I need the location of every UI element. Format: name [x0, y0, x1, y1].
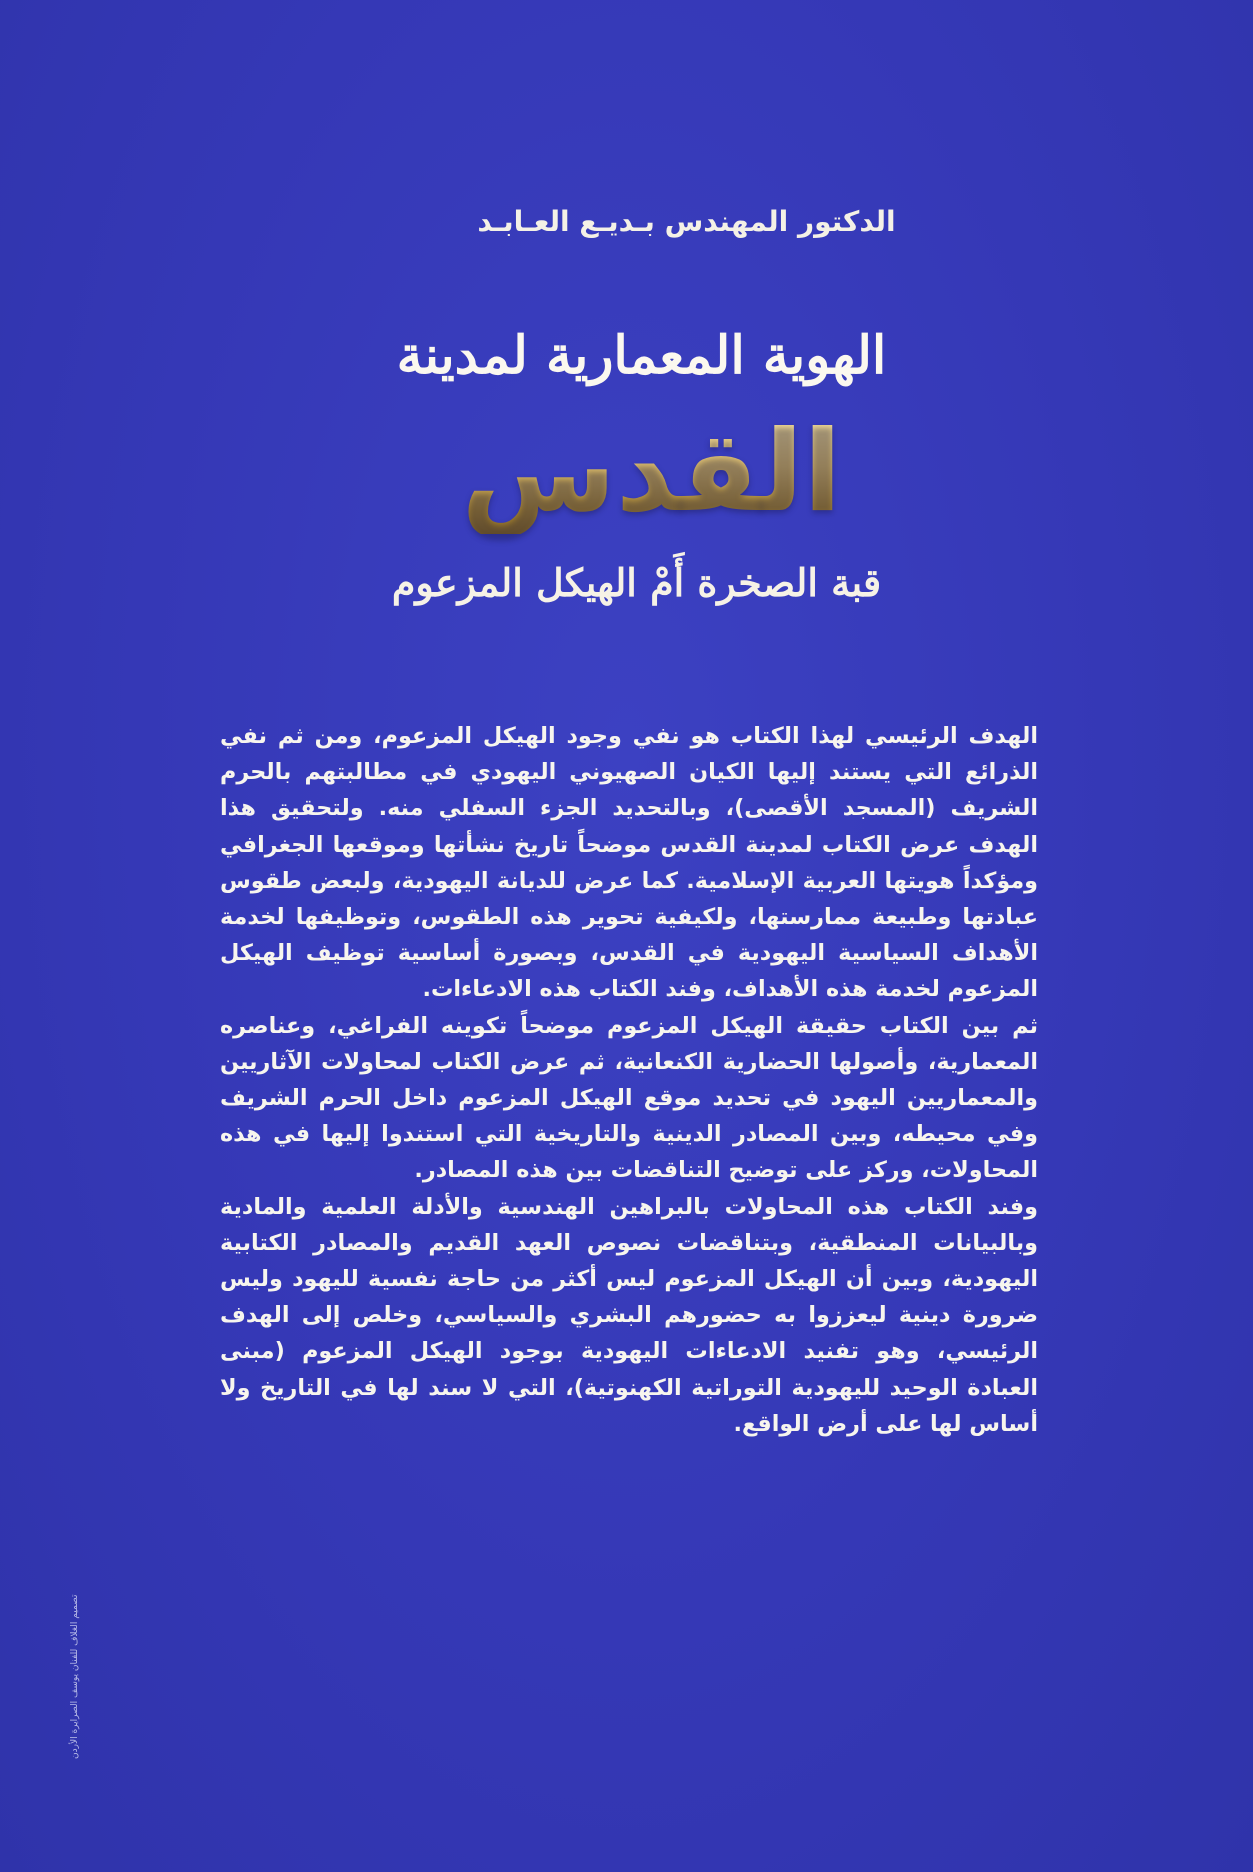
book-subtitle: قبة الصخرة أَمْ الهيكل المزعوم: [391, 560, 882, 605]
description-paragraph: ثم بين الكتاب حقيقة الهيكل المزعوم موضحاً تكوينه الفراغي، وعناصره المعمارية، وأصولها الحضارية الكنعانية، ثم عرض الكتاب لمحاولات الآثاريين والمعماريين اليهود في تحديد موقع الهيكل المزعوم داخل الحرم الشريف وفي محيطه، وبين المصادر الدينية والتاريخية التي استندوا إليها في هذه المحاولات، وركز على توضيح التناقضات بين هذه المصادر.: [220, 1012, 1038, 1184]
cover-design-credit: تصميم الغلاف للفنان يوسف الصرايرة الأردن: [70, 1595, 80, 1760]
book-title-line: الهوية المعمارية لمدينة: [396, 325, 887, 386]
book-description: [220, 718, 1038, 1442]
description-paragraph: الهدف الرئيسي لهذا الكتاب هو نفي وجود الهيكل المزعوم، ومن ثم نفي الذرائع التي يستند إليها الكيان الصهيوني اليهودي في مطالبتهم بالحرم الشريف (المسجد الأقصى)، وبالتحديد الجزء السفلي منه. ولتحقيق هذا الهدف عرض الكتاب لمدينة القدس موضحاً تاريخ نشأتها وموقعها الجغرافي ومؤكداً هويتها العربية الإسلامية. كما عرض للديانة اليهودية، ولبعض طقوس عبادتها وطبيعة ممارستها، ولكيفية تحوير هذه الطقوس، وتوظيفها لخدمة الأهداف السياسية اليهودية في القدس، وبصورة أساسية توظيف الهيكل المزعوم لخدمة هذه الأهداف، وفند الكتاب هذه الادعاءات.: [220, 723, 1038, 1003]
author-name: الدكتور المهندس بـديـع العـابـد: [477, 205, 896, 238]
description-paragraph: وفند الكتاب هذه المحاولات بالبراهين الهندسية والأدلة العلمية والمادية وبالبيانات المنطقية، وبتناقضات نصوص العهد القديم والمصادر الكتابية اليهودية، وبين أن الهيكل المزعوم ليس أكثر من حاجة نفسية لليهود وليس ضرورة دينية ليعززوا به حضورهم البشري والسياسي، وخلص إلى الهدف الرئيسي، وهو تفنيد الادعاءات اليهودية بوجود الهيكل المزعوم (مبنى العبادة الوحيد لليهودية التوراتية الكهنوتية)، التي لا سند لها في التاريخ ولا أساس لها على أرض الواقع.: [220, 1193, 1038, 1437]
book-title-main: [0, 407, 1253, 537]
book-title-main-text: القدس: [451, 410, 851, 534]
